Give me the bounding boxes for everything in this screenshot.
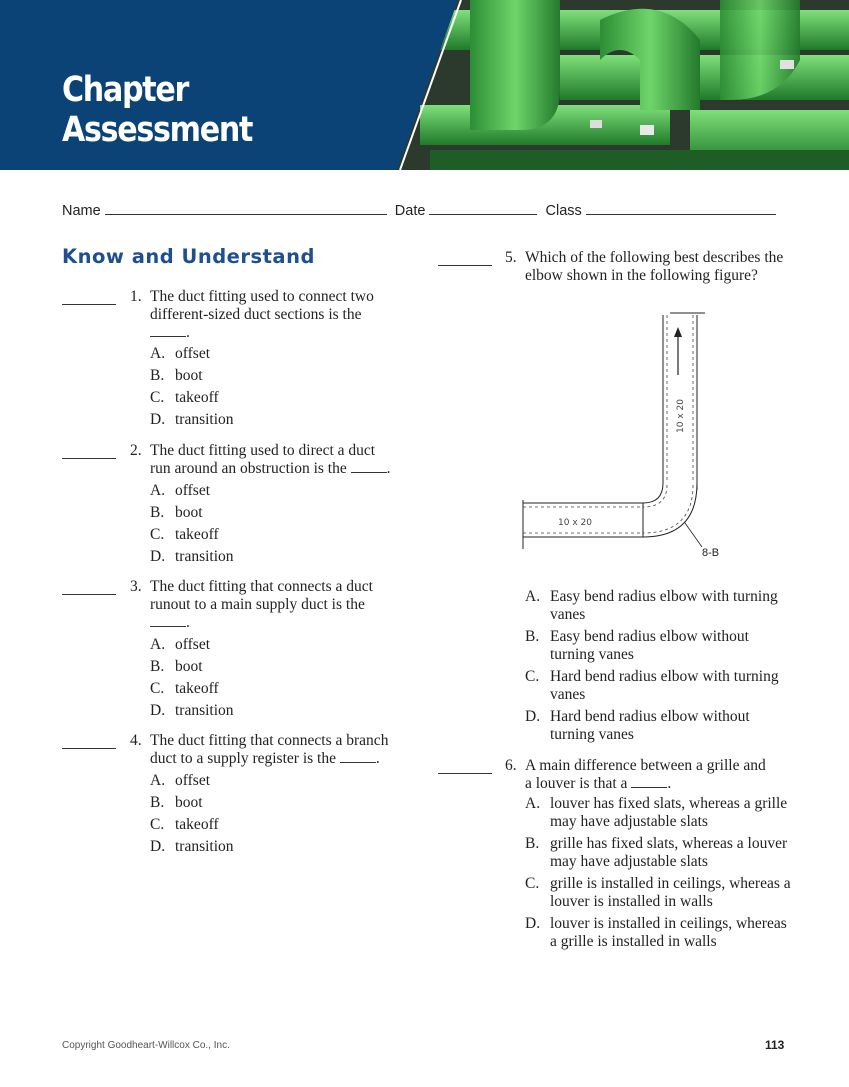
option-b: B. boot xyxy=(150,794,203,811)
date-label: Date xyxy=(394,203,426,219)
option-d: D. transition xyxy=(150,411,234,428)
page-number: 113 xyxy=(765,1038,785,1052)
stem-line: run around an obstruction is the . xyxy=(150,460,391,477)
figure-id: 8-B xyxy=(702,547,720,559)
answer-blank[interactable] xyxy=(438,757,492,774)
date-field[interactable] xyxy=(429,200,537,215)
fill-in-blank xyxy=(150,614,186,627)
question-4 xyxy=(62,732,422,862)
fill-in-blank xyxy=(340,750,376,763)
stem-line: elbow shown in the following figure? xyxy=(525,267,758,284)
question-3 xyxy=(62,578,422,728)
question-stem xyxy=(525,249,795,285)
option-a: A. Easy bend radius elbow with turning vanes xyxy=(525,588,778,623)
vertical-dimension-label: 10 x 20 xyxy=(676,399,686,433)
option-a: A. offset xyxy=(150,482,211,499)
stem-line: runout to a main supply duct is the xyxy=(150,596,365,613)
answer-blank[interactable] xyxy=(438,249,492,266)
option-b: B. boot xyxy=(150,367,203,384)
question-number: 6. xyxy=(505,757,517,774)
option-b: B. boot xyxy=(150,658,203,675)
question-number: 4. xyxy=(130,732,142,749)
option-c: C. takeoff xyxy=(150,526,219,543)
option-d: D. louver is installed in ceilings, whereas a grille is installed in walls xyxy=(525,915,787,950)
title-line-2: Assessment xyxy=(62,110,253,150)
stem-line: . xyxy=(150,614,420,632)
fill-in-blank xyxy=(631,775,667,788)
option-c: C. Hard bend radius elbow with turning vanes xyxy=(525,668,779,703)
option-a: A. louver has fixed slats, whereas a grille may have adjustable slats xyxy=(525,795,788,830)
chapter-title xyxy=(62,70,252,150)
fill-in-blank xyxy=(150,324,186,337)
option-a: A. offset xyxy=(150,345,211,362)
horizontal-dimension-label: 10 x 20 xyxy=(558,518,592,528)
question-5-options xyxy=(525,588,795,748)
option-c: C. grille is installed in ceilings, whereas a louver is installed in walls xyxy=(525,875,791,910)
student-info-line xyxy=(62,200,792,219)
elbow-figure xyxy=(520,305,740,565)
fill-in-blank xyxy=(351,460,387,473)
stem-line: different-sized duct sections is the xyxy=(150,306,362,323)
question-stem xyxy=(525,757,800,793)
option-d: D. transition xyxy=(150,548,234,565)
question-stem xyxy=(150,578,420,632)
stem-line: The duct fitting that connects a branch xyxy=(150,732,389,749)
title-line-1: Chapter xyxy=(62,70,189,110)
options-list xyxy=(150,345,234,433)
question-2 xyxy=(62,442,422,572)
copyright-notice: Copyright Goodheart-Willcox Co., Inc. xyxy=(62,1040,230,1051)
option-a: A. offset xyxy=(150,772,211,789)
answer-blank[interactable] xyxy=(62,442,116,459)
stem-line: The duct fitting used to direct a duct xyxy=(150,442,376,459)
question-stem xyxy=(150,288,420,342)
stem-line: . xyxy=(150,324,420,342)
stem-line: duct to a supply register is the . xyxy=(150,750,380,767)
question-1 xyxy=(62,288,422,438)
elbow-diagram xyxy=(520,305,740,560)
question-6 xyxy=(438,757,798,957)
name-label: Name xyxy=(62,203,101,219)
answer-blank[interactable] xyxy=(62,732,116,749)
question-number: 2. xyxy=(130,442,142,459)
stem-line: The duct fitting used to connect two xyxy=(150,288,374,305)
question-number: 5. xyxy=(505,249,517,266)
option-c: C. takeoff xyxy=(150,816,219,833)
question-stem xyxy=(150,732,425,768)
option-d: D. transition xyxy=(150,838,234,855)
stem-line: Which of the following best describes the xyxy=(525,249,784,266)
class-label: Class xyxy=(545,203,582,219)
option-c: C. takeoff xyxy=(150,389,219,406)
option-b: B. Easy bend radius elbow without turning vanes xyxy=(525,628,749,663)
section-title: Know and Understand xyxy=(62,245,315,268)
question-number: 3. xyxy=(130,578,142,595)
answer-blank[interactable] xyxy=(62,288,116,305)
options-list xyxy=(150,772,234,860)
option-c: C. takeoff xyxy=(150,680,219,697)
answer-blank[interactable] xyxy=(62,578,116,595)
option-b: B. grille has fixed slats, whereas a louver may have adjustable slats xyxy=(525,835,788,870)
class-field[interactable] xyxy=(586,200,776,215)
option-b: B. boot xyxy=(150,504,203,521)
question-stem xyxy=(150,442,425,478)
stem-line: a louver is that a . xyxy=(525,775,672,792)
option-a: A. offset xyxy=(150,636,211,653)
question-5 xyxy=(438,249,798,289)
name-field[interactable] xyxy=(105,200,387,215)
option-d: D. Hard bend radius elbow without turning vanes xyxy=(525,708,750,743)
question-number: 1. xyxy=(130,288,142,305)
option-d: D. transition xyxy=(150,702,234,719)
options-list xyxy=(525,588,795,748)
stem-line: A main difference between a grille and xyxy=(525,757,766,774)
options-list xyxy=(525,795,795,955)
options-list xyxy=(150,482,234,570)
stem-line: The duct fitting that connects a duct xyxy=(150,578,373,595)
options-list xyxy=(150,636,234,724)
chapter-banner xyxy=(0,0,849,170)
